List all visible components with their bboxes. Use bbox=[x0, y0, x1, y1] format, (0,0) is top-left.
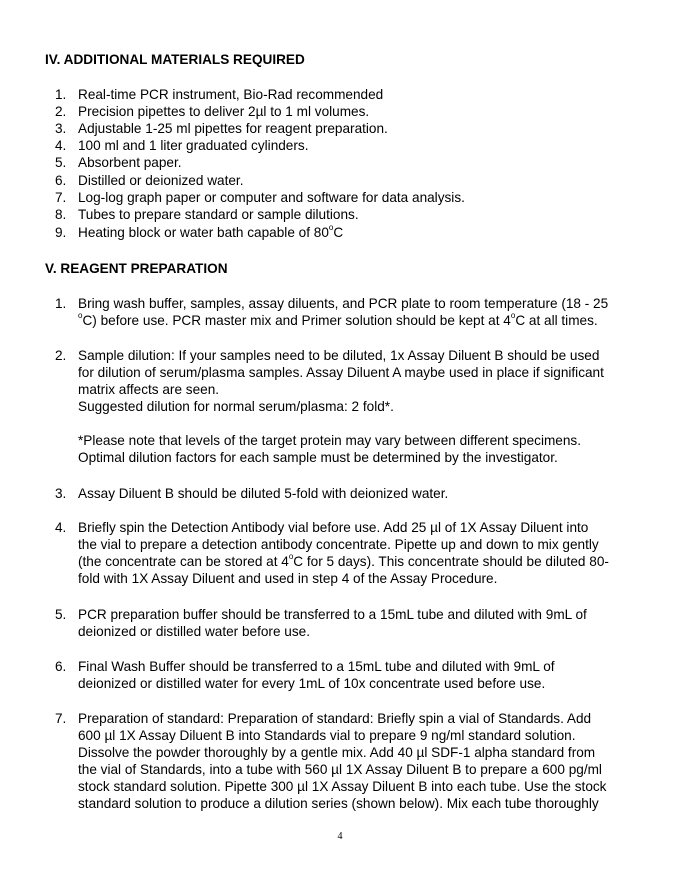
list-number: 8. bbox=[55, 207, 67, 222]
list-number: 3. bbox=[55, 121, 67, 136]
list-number: 4. bbox=[55, 138, 67, 153]
materials-item-1 bbox=[55, 86, 645, 103]
degree-symbol: o bbox=[510, 311, 516, 321]
reagent-item-3 bbox=[55, 485, 645, 502]
list-number: 1. bbox=[55, 87, 67, 102]
list-text: 100 ml and 1 liter graduated cylinders. bbox=[78, 138, 309, 153]
materials-item-3 bbox=[55, 120, 645, 137]
degree-symbol: o bbox=[288, 552, 294, 562]
list-text: the vial of Standards, into a tube with 560 µl 1X Assay Diluent B to prepare a 600 pg/ml bbox=[78, 762, 602, 777]
list-text: *Please note that levels of the target protein may vary between different specimens. bbox=[78, 433, 582, 448]
list-number: 6. bbox=[55, 659, 67, 674]
list-text: Absorbent paper. bbox=[78, 155, 182, 170]
list-text: $^o$C) before use. PCR master mix and Primer solution should be kept at 4$^o$C at all times. bbox=[78, 311, 598, 328]
list-text: matrix affects are seen. bbox=[78, 382, 220, 397]
list-text: the vial to prepare a detection antibody concentrate. Pipette up and down to mix gently bbox=[78, 537, 599, 552]
degree-symbol: o bbox=[328, 223, 334, 233]
list-text: standard solution to produce a dilution series (shown below). Mix each tube thoroughly bbox=[78, 796, 599, 811]
list-text: stock standard solution. Pipette 300 µl 1X Assay Diluent B into each tube. Use the stock bbox=[78, 779, 607, 794]
list-number: 5. bbox=[55, 155, 67, 170]
reagent-item-5 bbox=[55, 606, 645, 640]
list-text: Optimal dilution factors for each sample must be determined by the investigator. bbox=[78, 450, 558, 465]
section-v-heading: V. REAGENT PREPARATION bbox=[45, 261, 228, 276]
reagent-item-6 bbox=[55, 658, 645, 692]
list-text: Real-time PCR instrument, Bio-Rad recommended bbox=[78, 87, 384, 102]
page-number: 4 bbox=[337, 831, 343, 842]
materials-item-6 bbox=[55, 172, 645, 189]
list-number: 7. bbox=[55, 711, 67, 726]
section-iv-heading: IV. ADDITIONAL MATERIALS REQUIRED bbox=[45, 52, 305, 67]
list-number: 3. bbox=[55, 486, 67, 501]
degree-symbol: o bbox=[78, 311, 83, 321]
list-text: PCR preparation buffer should be transferred to a 15mL tube and diluted with 9mL of bbox=[78, 607, 587, 622]
materials-item-2 bbox=[55, 103, 645, 120]
list-number: 6. bbox=[55, 173, 67, 188]
list-text: Assay Diluent B should be diluted 5-fold with deionized water. bbox=[78, 486, 449, 501]
reagent-item-4 bbox=[55, 519, 645, 587]
list-text: Dissolve the powder thoroughly by a gentle mix. Add 40 µl SDF-1 alpha standard from bbox=[78, 745, 596, 760]
reagent-item-1 bbox=[55, 295, 645, 329]
list-text: fold with 1X Assay Diluent and used in step 4 of the Assay Procedure. bbox=[78, 571, 498, 586]
list-text: Log-log graph paper or computer and software for data analysis. bbox=[78, 190, 465, 205]
list-text: deionized or distilled water for every 1mL of 10x concentrate used before use. bbox=[78, 676, 546, 691]
reagent-item-7 bbox=[55, 710, 645, 812]
list-text: Heating block or water bath capable of 80$^o$C bbox=[78, 223, 344, 240]
list-number: 5. bbox=[55, 607, 67, 622]
list-text: Distilled or deionized water. bbox=[78, 173, 244, 188]
list-text: for dilution of serum/plasma samples. Assay Diluent A maybe used in place if significant bbox=[78, 365, 604, 380]
list-text: Final Wash Buffer should be transferred to a 15mL tube and diluted with 9mL of bbox=[78, 659, 555, 674]
list-text: Tubes to prepare standard or sample dilutions. bbox=[78, 207, 359, 222]
list-text: Suggested dilution for normal serum/plasma: 2 fold*. bbox=[78, 399, 394, 414]
list-number: 9. bbox=[55, 225, 67, 240]
list-text: Adjustable 1-25 ml pipettes for reagent preparation. bbox=[78, 121, 388, 136]
list-number: 2. bbox=[55, 104, 67, 119]
materials-item-5 bbox=[55, 154, 645, 171]
list-text: Preparation of standard: Preparation of standard: Briefly spin a vial of Standards. Add bbox=[78, 711, 592, 726]
list-number: 2. bbox=[55, 348, 67, 363]
list-text: 600 µl 1X Assay Diluent B into Standards vial to prepare 9 ng/ml standard solution. bbox=[78, 728, 576, 743]
reagent-item-2 bbox=[55, 347, 645, 466]
list-text: Briefly spin the Detection Antibody vial before use. Add 25 µl of 1X Assay Diluent into bbox=[78, 520, 589, 535]
list-text: Bring wash buffer, samples, assay diluents, and PCR plate to room temperature (18 - 25 bbox=[78, 296, 609, 311]
list-number: 7. bbox=[55, 190, 67, 205]
list-text: deionized or distilled water before use. bbox=[78, 624, 310, 639]
materials-item-7 bbox=[55, 189, 645, 206]
list-text: Sample dilution: If your samples need to be diluted, 1x Assay Diluent B should be used bbox=[78, 348, 600, 363]
list-text: (the concentrate can be stored at 4$^o$C for 5 days). This concentrate should be diluted 80- bbox=[78, 552, 609, 569]
materials-item-4 bbox=[55, 137, 645, 154]
materials-item-8 bbox=[55, 206, 645, 223]
materials-item-9 bbox=[55, 224, 645, 241]
list-text: Precision pipettes to deliver 2µl to 1 ml volumes. bbox=[78, 104, 370, 119]
list-number: 4. bbox=[55, 520, 67, 535]
list-number: 1. bbox=[55, 296, 67, 311]
